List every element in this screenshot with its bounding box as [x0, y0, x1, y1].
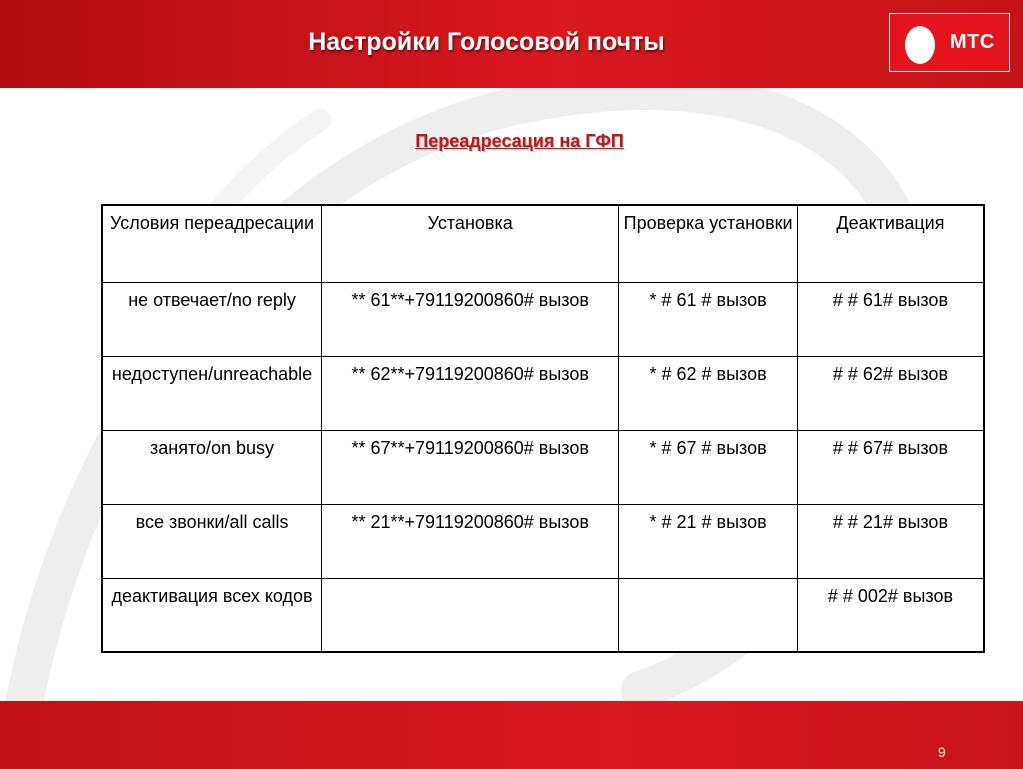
mts-logo	[889, 13, 1010, 72]
check-code-cell: * # 61 # вызов	[619, 282, 798, 356]
deactivation-code-cell: # # 62# вызов	[797, 356, 984, 430]
deactivation-code-cell: # # 002# вызов	[797, 578, 984, 652]
setup-code-cell: ** 61**+79119200860# вызов	[322, 282, 619, 356]
check-code-cell	[619, 578, 798, 652]
table-row	[102, 504, 984, 578]
slide-subtitle: Переадресация на ГФП	[415, 131, 624, 151]
condition-cell: все звонки/all calls	[102, 504, 322, 578]
header-cell: Проверка установки	[619, 205, 798, 282]
deactivation-code-cell: # # 61# вызов	[797, 282, 984, 356]
page-number: 9	[938, 744, 946, 760]
egg-icon	[902, 20, 938, 66]
footer-bar	[0, 701, 1023, 769]
condition-cell: не отвечает/no reply	[102, 282, 322, 356]
deactivation-code-cell: # # 21# вызов	[797, 504, 984, 578]
condition-cell: занято/on busy	[102, 430, 322, 504]
setup-code-cell: ** 62**+79119200860# вызов	[322, 356, 619, 430]
header-cell: Деактивация	[797, 205, 984, 282]
check-code-cell: * # 67 # вызов	[619, 430, 798, 504]
condition-cell: деактивация всех кодов	[102, 578, 322, 652]
forwarding-table	[101, 204, 985, 653]
table-row	[102, 356, 984, 430]
table-row	[102, 578, 984, 652]
header-cell: Условия переадресации	[102, 205, 322, 282]
table-row	[102, 282, 984, 356]
deactivation-code-cell: # # 67# вызов	[797, 430, 984, 504]
slide-title: Настройки Голосовой почты	[308, 28, 665, 56]
check-code-cell: * # 62 # вызов	[619, 356, 798, 430]
setup-code-cell: ** 21**+79119200860# вызов	[322, 504, 619, 578]
check-code-cell: * # 21 # вызов	[619, 504, 798, 578]
logo-text: МТС	[950, 31, 995, 53]
condition-cell: недоступен/unreachable	[102, 356, 322, 430]
setup-code-cell: ** 67**+79119200860# вызов	[322, 430, 619, 504]
setup-code-cell	[322, 578, 619, 652]
header-cell: Установка	[322, 205, 619, 282]
table-row	[102, 430, 984, 504]
table-header-row	[102, 205, 984, 282]
